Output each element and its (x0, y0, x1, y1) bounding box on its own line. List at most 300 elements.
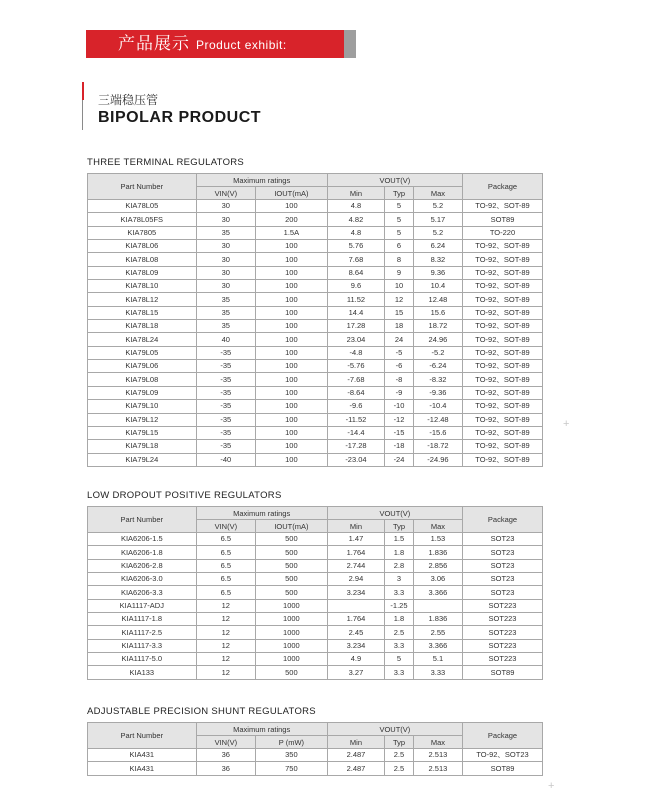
cell-package: TO-92、SOT-89 (463, 240, 543, 253)
cell-vout-typ: 3.3 (385, 639, 414, 652)
table-row (88, 240, 543, 253)
cell-part-number: KIA1117-2.5 (88, 626, 197, 639)
cell-vout-max: 1.836 (413, 546, 462, 559)
table-body (88, 749, 543, 776)
header-max: Max (413, 187, 462, 200)
cell-rating: 500 (256, 573, 328, 586)
cell-vout-typ: 3 (385, 573, 414, 586)
cell-vin: 40 (196, 333, 255, 346)
cell-vout-typ: 2.8 (385, 559, 414, 572)
cell-vout-max: 3.33 (413, 666, 462, 679)
header-max-ratings: Maximum ratings (196, 174, 327, 187)
cell-vin: -35 (196, 413, 255, 426)
table-row (88, 386, 543, 399)
cell-vout-min: -4.8 (327, 346, 384, 359)
cell-vin: 6.5 (196, 573, 255, 586)
cell-vin: -35 (196, 440, 255, 453)
cell-vout-min: 4.8 (327, 200, 384, 213)
cell-package: SOT23 (463, 586, 543, 599)
cell-part-number: KIA1117-ADJ (88, 599, 197, 612)
cell-vout-typ: -1.25 (385, 599, 414, 612)
cell-vin: 30 (196, 240, 255, 253)
table-row (88, 426, 543, 439)
cell-package: TO-92、SOT-89 (463, 253, 543, 266)
cell-package: SOT223 (463, 599, 543, 612)
cell-vout-min: 1.764 (327, 613, 384, 626)
cell-vout-min: 3.27 (327, 666, 384, 679)
cell-part-number: KIA78L12 (88, 293, 197, 306)
cell-rating: 750 (256, 762, 328, 775)
cell-vout-max: 3.366 (413, 586, 462, 599)
header-vout: VOUT(V) (327, 174, 462, 187)
cell-vin: 35 (196, 226, 255, 239)
cell-vin: 36 (196, 749, 255, 762)
cell-vout-typ: 1.8 (385, 613, 414, 626)
cell-vout-max: 3.06 (413, 573, 462, 586)
cell-vin: 30 (196, 280, 255, 293)
header-max: Max (413, 520, 462, 533)
cell-vout-max: 6.24 (413, 240, 462, 253)
cell-package: TO-92、SOT-89 (463, 360, 543, 373)
cell-rating: 100 (256, 346, 328, 359)
cell-rating: 500 (256, 559, 328, 572)
header-title-en: Product exhibit: (196, 38, 287, 52)
cell-rating: 100 (256, 413, 328, 426)
header-iout: IOUT(mA) (256, 187, 328, 200)
cell-vout-min: -8.64 (327, 386, 384, 399)
cell-vout-min: 2.487 (327, 762, 384, 775)
section-heading-cn: 三端稳压管 (98, 93, 159, 107)
cell-rating: 100 (256, 440, 328, 453)
cell-part-number: KIA78L08 (88, 253, 197, 266)
header-typ: Typ (385, 187, 414, 200)
cell-vin: 30 (196, 213, 255, 226)
cell-part-number: KIA78L24 (88, 333, 197, 346)
cell-vin: 12 (196, 666, 255, 679)
heading-divider-accent (82, 82, 84, 100)
cell-package: TO-92、SOT-89 (463, 293, 543, 306)
cell-vout-max: 2.55 (413, 626, 462, 639)
cell-vout-typ: -8 (385, 373, 414, 386)
cell-part-number: KIA1117-5.0 (88, 653, 197, 666)
cell-vout-min: -9.6 (327, 400, 384, 413)
cell-vout-max: 5.2 (413, 200, 462, 213)
cell-vin: -40 (196, 453, 255, 466)
cell-part-number: KIA7805 (88, 226, 197, 239)
cell-rating: 500 (256, 666, 328, 679)
header-min: Min (327, 520, 384, 533)
cell-vout-typ: 5 (385, 653, 414, 666)
cell-vout-max: 18.72 (413, 320, 462, 333)
cell-part-number: KIA79L10 (88, 400, 197, 413)
cell-rating: 500 (256, 546, 328, 559)
cell-vout-typ: 10 (385, 280, 414, 293)
cell-package: TO-92、SOT-89 (463, 413, 543, 426)
cell-part-number: KIA78L06 (88, 240, 197, 253)
cell-rating: 1000 (256, 613, 328, 626)
cell-part-number: KIA79L15 (88, 426, 197, 439)
cell-part-number: KIA79L12 (88, 413, 197, 426)
cell-rating: 100 (256, 400, 328, 413)
plus-mark-icon: + (548, 780, 555, 792)
cell-package: SOT223 (463, 653, 543, 666)
cell-vin: 6.5 (196, 586, 255, 599)
cell-package: TO-92、SOT-89 (463, 306, 543, 319)
cell-vout-typ: -6 (385, 360, 414, 373)
cell-vin: 6.5 (196, 533, 255, 546)
cell-vout-min: 14.4 (327, 306, 384, 319)
cell-rating: 100 (256, 360, 328, 373)
cell-vout-typ: 1.8 (385, 546, 414, 559)
cell-vin: 12 (196, 653, 255, 666)
header-typ: Typ (385, 736, 414, 749)
cell-package: TO-92、SOT-89 (463, 266, 543, 279)
cell-vout-min: 2.45 (327, 626, 384, 639)
cell-rating: 100 (256, 373, 328, 386)
cell-vout-max: -12.48 (413, 413, 462, 426)
cell-rating: 1000 (256, 639, 328, 652)
table-row (88, 320, 543, 333)
cell-vin: 30 (196, 266, 255, 279)
cell-vout-min: 4.9 (327, 653, 384, 666)
table-row (88, 400, 543, 413)
section-heading-en: BIPOLAR PRODUCT (98, 109, 262, 126)
plus-mark-icon: + (563, 418, 570, 430)
cell-vout-max: -18.72 (413, 440, 462, 453)
header-banner-text (118, 30, 287, 58)
table-row (88, 253, 543, 266)
cell-part-number: KIA78L15 (88, 306, 197, 319)
cell-part-number: KIA79L09 (88, 386, 197, 399)
header-typ: Typ (385, 520, 414, 533)
cell-vout-min: -5.76 (327, 360, 384, 373)
cell-vout-max: 12.48 (413, 293, 462, 306)
cell-part-number: KIA1117-1.8 (88, 613, 197, 626)
table-row (88, 666, 543, 679)
header-package: Package (463, 723, 543, 749)
cell-part-number: KIA6206-3.0 (88, 573, 197, 586)
cell-vout-typ: -5 (385, 346, 414, 359)
cell-vout-typ: 5 (385, 213, 414, 226)
table-row (88, 626, 543, 639)
cell-rating: 1.5A (256, 226, 328, 239)
cell-vout-typ: 18 (385, 320, 414, 333)
cell-package: SOT23 (463, 546, 543, 559)
cell-vout-max: 10.4 (413, 280, 462, 293)
cell-vin: 6.5 (196, 546, 255, 559)
header-max-ratings: Maximum ratings (196, 507, 327, 520)
cell-part-number: KIA431 (88, 762, 197, 775)
three-terminal-table (87, 173, 543, 467)
header-vin: VIN(V) (196, 187, 255, 200)
cell-rating: 100 (256, 293, 328, 306)
cell-package: TO-92、SOT-89 (463, 346, 543, 359)
cell-package: TO-92、SOT-89 (463, 400, 543, 413)
header-part-number: Part Number (88, 507, 197, 533)
cell-vout-min: -17.28 (327, 440, 384, 453)
cell-vout-typ: 2.5 (385, 626, 414, 639)
table-row (88, 546, 543, 559)
cell-package: SOT23 (463, 533, 543, 546)
cell-part-number: KIA78L09 (88, 266, 197, 279)
shunt-table (87, 722, 543, 776)
table-row (88, 266, 543, 279)
cell-part-number: KIA6206-2.8 (88, 559, 197, 572)
cell-part-number: KIA79L24 (88, 453, 197, 466)
cell-vout-min: 8.64 (327, 266, 384, 279)
cell-package: SOT223 (463, 613, 543, 626)
cell-part-number: KIA79L08 (88, 373, 197, 386)
cell-vin: 35 (196, 306, 255, 319)
ldo-table (87, 506, 543, 680)
cell-package: SOT23 (463, 559, 543, 572)
cell-rating: 100 (256, 280, 328, 293)
cell-vout-max: 5.2 (413, 226, 462, 239)
cell-vout-max (413, 599, 462, 612)
cell-vin: 35 (196, 320, 255, 333)
cell-vin: 12 (196, 613, 255, 626)
cell-rating: 500 (256, 586, 328, 599)
table-row (88, 360, 543, 373)
cell-rating: 100 (256, 386, 328, 399)
table-row (88, 293, 543, 306)
cell-vout-max: 5.1 (413, 653, 462, 666)
cell-package: TO-220 (463, 226, 543, 239)
table-row (88, 333, 543, 346)
table-row (88, 413, 543, 426)
table-row (88, 559, 543, 572)
cell-vout-max: 1.53 (413, 533, 462, 546)
cell-part-number: KIA78L10 (88, 280, 197, 293)
cell-vout-min: 2.744 (327, 559, 384, 572)
table-body (88, 533, 543, 680)
cell-vout-typ: 3.3 (385, 586, 414, 599)
cell-vout-min: 9.6 (327, 280, 384, 293)
cell-vin: 6.5 (196, 559, 255, 572)
table-row (88, 653, 543, 666)
cell-vin: 12 (196, 626, 255, 639)
cell-vin: 35 (196, 293, 255, 306)
cell-vout-min (327, 599, 384, 612)
table-body (88, 200, 543, 467)
cell-vout-typ: 1.5 (385, 533, 414, 546)
header-iout: IOUT(mA) (256, 520, 328, 533)
cell-part-number: KIA78L18 (88, 320, 197, 333)
cell-part-number: KIA431 (88, 749, 197, 762)
cell-rating: 100 (256, 266, 328, 279)
cell-vin: -35 (196, 426, 255, 439)
cell-vout-max: 1.836 (413, 613, 462, 626)
cell-vout-min: 1.47 (327, 533, 384, 546)
header-package: Package (463, 174, 543, 200)
cell-part-number: KIA79L18 (88, 440, 197, 453)
cell-package: SOT89 (463, 762, 543, 775)
cell-vout-min: 7.68 (327, 253, 384, 266)
cell-package: SOT223 (463, 626, 543, 639)
cell-vout-max: -10.4 (413, 400, 462, 413)
cell-rating: 100 (256, 453, 328, 466)
cell-vout-typ: 3.3 (385, 666, 414, 679)
cell-package: TO-92、SOT-89 (463, 280, 543, 293)
table-row (88, 346, 543, 359)
cell-vout-max: -5.2 (413, 346, 462, 359)
table-row (88, 440, 543, 453)
cell-vout-typ: -18 (385, 440, 414, 453)
cell-rating: 350 (256, 749, 328, 762)
cell-vout-min: 4.82 (327, 213, 384, 226)
cell-part-number: KIA6206-1.5 (88, 533, 197, 546)
table-row (88, 533, 543, 546)
cell-package: TO-92、SOT-89 (463, 440, 543, 453)
cell-vout-typ: -24 (385, 453, 414, 466)
cell-vout-min: 11.52 (327, 293, 384, 306)
cell-part-number: KIA1117-3.3 (88, 639, 197, 652)
cell-vout-typ: 5 (385, 200, 414, 213)
header-title-cn: 产品展示 (118, 34, 190, 54)
cell-part-number: KIA78L05FS (88, 213, 197, 226)
table-title-ldo: LOW DROPOUT POSITIVE REGULATORS (87, 490, 282, 501)
cell-rating: 200 (256, 213, 328, 226)
cell-rating: 1000 (256, 626, 328, 639)
cell-part-number: KIA78L05 (88, 200, 197, 213)
header-vout: VOUT(V) (327, 507, 462, 520)
cell-package: TO-92、SOT23 (463, 749, 543, 762)
cell-vout-typ: 5 (385, 226, 414, 239)
table-row (88, 280, 543, 293)
cell-vout-min: 3.234 (327, 639, 384, 652)
cell-package: SOT223 (463, 639, 543, 652)
cell-vout-min: -7.68 (327, 373, 384, 386)
cell-part-number: KIA133 (88, 666, 197, 679)
cell-vout-max: 2.856 (413, 559, 462, 572)
cell-vout-typ: -9 (385, 386, 414, 399)
cell-part-number: KIA6206-1.8 (88, 546, 197, 559)
header-max: Max (413, 736, 462, 749)
cell-vout-min: 2.94 (327, 573, 384, 586)
cell-vin: 12 (196, 639, 255, 652)
cell-vout-min: -11.52 (327, 413, 384, 426)
table-row (88, 306, 543, 319)
cell-package: TO-92、SOT-89 (463, 386, 543, 399)
cell-vout-min: 2.487 (327, 749, 384, 762)
header-vout: VOUT(V) (327, 723, 462, 736)
header-max-ratings: Maximum ratings (196, 723, 327, 736)
cell-package: TO-92、SOT-89 (463, 333, 543, 346)
cell-vout-typ: 15 (385, 306, 414, 319)
cell-vout-min: 5.76 (327, 240, 384, 253)
table-row (88, 200, 543, 213)
cell-vout-typ: 2.5 (385, 762, 414, 775)
cell-rating: 1000 (256, 653, 328, 666)
header-part-number: Part Number (88, 723, 197, 749)
cell-vout-min: -14.4 (327, 426, 384, 439)
table-row (88, 573, 543, 586)
cell-vout-typ: -10 (385, 400, 414, 413)
cell-rating: 100 (256, 200, 328, 213)
table-row (88, 586, 543, 599)
cell-vout-max: 9.36 (413, 266, 462, 279)
cell-part-number: KIA6206-3.3 (88, 586, 197, 599)
cell-vout-typ: 2.5 (385, 749, 414, 762)
cell-vout-typ: 6 (385, 240, 414, 253)
cell-rating: 100 (256, 306, 328, 319)
cell-vin: 30 (196, 253, 255, 266)
table-row (88, 613, 543, 626)
cell-vout-max: 15.6 (413, 306, 462, 319)
cell-part-number: KIA79L05 (88, 346, 197, 359)
table-row (88, 226, 543, 239)
header-min: Min (327, 187, 384, 200)
cell-rating: 100 (256, 320, 328, 333)
table-row (88, 213, 543, 226)
cell-rating: 1000 (256, 599, 328, 612)
cell-vout-max: 5.17 (413, 213, 462, 226)
cell-vout-max: 24.96 (413, 333, 462, 346)
table-row (88, 453, 543, 466)
cell-vout-typ: 12 (385, 293, 414, 306)
cell-vout-min: 1.764 (327, 546, 384, 559)
cell-package: TO-92、SOT-89 (463, 373, 543, 386)
table-row (88, 373, 543, 386)
header-power: P (mW) (256, 736, 328, 749)
table-row (88, 599, 543, 612)
cell-package: SOT23 (463, 573, 543, 586)
cell-vin: -35 (196, 360, 255, 373)
cell-vout-max: 2.513 (413, 749, 462, 762)
cell-vin: -35 (196, 373, 255, 386)
cell-vout-typ: -15 (385, 426, 414, 439)
cell-package: SOT89 (463, 213, 543, 226)
header-vin: VIN(V) (196, 736, 255, 749)
cell-vout-min: 3.234 (327, 586, 384, 599)
cell-vin: 12 (196, 599, 255, 612)
cell-part-number: KIA79L06 (88, 360, 197, 373)
table-row (88, 762, 543, 775)
header-part-number: Part Number (88, 174, 197, 200)
cell-vout-typ: 8 (385, 253, 414, 266)
cell-vout-max: 2.513 (413, 762, 462, 775)
table-row (88, 639, 543, 652)
cell-vin: -35 (196, 346, 255, 359)
table-row (88, 749, 543, 762)
table-title-three-terminal: THREE TERMINAL REGULATORS (87, 157, 245, 168)
cell-package: TO-92、SOT-89 (463, 200, 543, 213)
cell-rating: 500 (256, 533, 328, 546)
cell-vout-typ: 9 (385, 266, 414, 279)
cell-vout-max: -15.6 (413, 426, 462, 439)
cell-vout-min: -23.04 (327, 453, 384, 466)
header-package: Package (463, 507, 543, 533)
header-min: Min (327, 736, 384, 749)
header-vin: VIN(V) (196, 520, 255, 533)
cell-package: TO-92、SOT-89 (463, 320, 543, 333)
cell-vout-min: 23.04 (327, 333, 384, 346)
cell-vout-max: 8.32 (413, 253, 462, 266)
cell-vout-max: -9.36 (413, 386, 462, 399)
cell-vin: -35 (196, 386, 255, 399)
cell-vout-max: -24.96 (413, 453, 462, 466)
cell-package: TO-92、SOT-89 (463, 453, 543, 466)
cell-vout-min: 4.8 (327, 226, 384, 239)
cell-vout-typ: -12 (385, 413, 414, 426)
cell-vout-typ: 24 (385, 333, 414, 346)
cell-rating: 100 (256, 253, 328, 266)
cell-rating: 100 (256, 240, 328, 253)
cell-rating: 100 (256, 333, 328, 346)
cell-rating: 100 (256, 426, 328, 439)
cell-package: SOT89 (463, 666, 543, 679)
cell-package: TO-92、SOT-89 (463, 426, 543, 439)
